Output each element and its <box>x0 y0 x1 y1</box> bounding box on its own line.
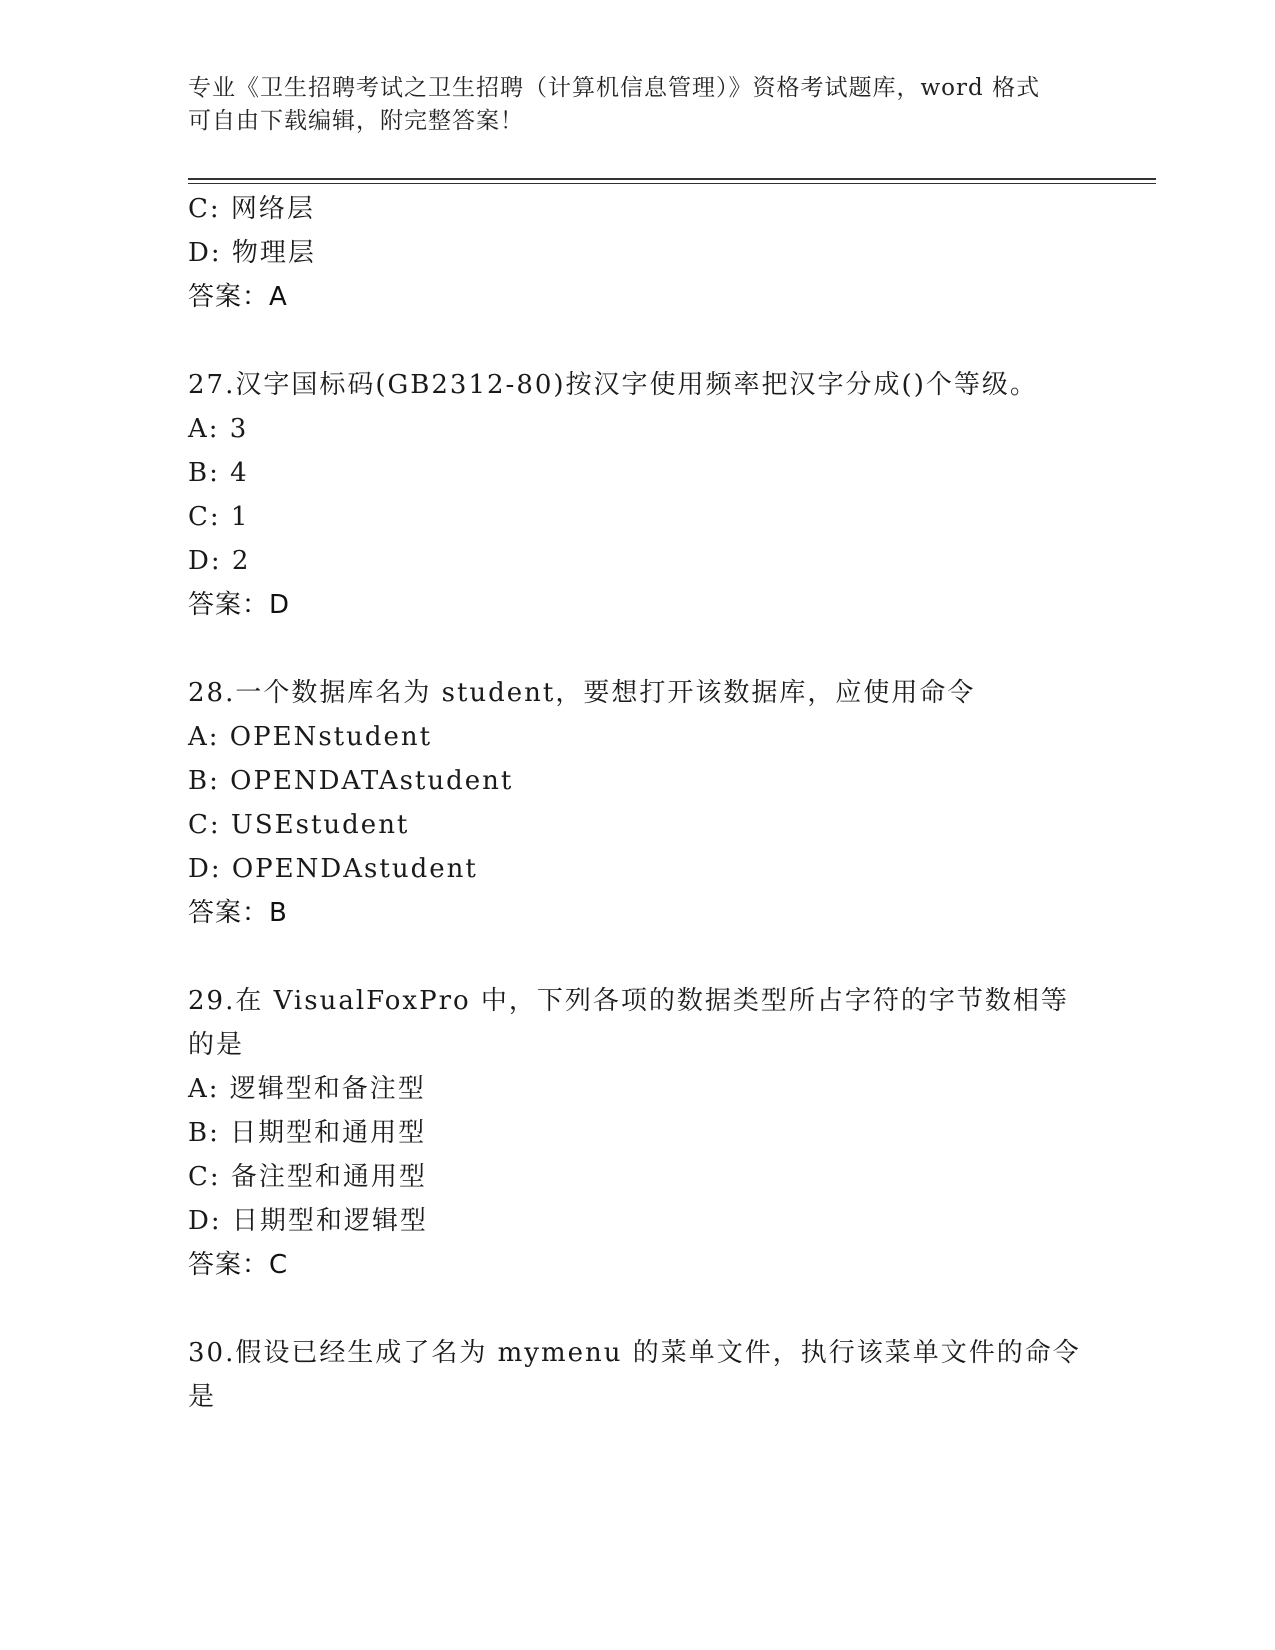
document-header <box>188 72 1088 138</box>
option-b: B: 4 <box>188 458 249 488</box>
question-stem: 27.汉字国标码(GB2312-80)按汉字使用频率把汉字分成()个等级。 <box>188 370 1038 400</box>
answer-line: 答案：C <box>188 1250 289 1280</box>
option-c: C: 网络层 <box>188 194 315 224</box>
option-c: C: 1 <box>188 502 250 532</box>
question-stem: 29.在 VisualFoxPro 中，下列各项的数据类型所占字符的字节数相等 <box>188 986 1069 1016</box>
option-c: C: USEstudent <box>188 810 410 840</box>
question-stem-continued: 的是 <box>188 1030 245 1060</box>
header-line-1: 专业《卫生招聘考试之卫生招聘（计算机信息管理）》资格考试题库，word 格式 <box>188 75 1041 101</box>
question-stem-continued: 是 <box>188 1382 217 1412</box>
header-divider-thick <box>188 178 1156 180</box>
header-line-2: 可自由下载编辑，附完整答案！ <box>188 108 524 134</box>
question-stem: 28.一个数据库名为 student，要想打开该数据库，应使用命令 <box>188 678 976 708</box>
option-d: D: 物理层 <box>188 238 316 268</box>
option-c: C: 备注型和通用型 <box>188 1162 427 1192</box>
answer-line: 答案：B <box>188 898 288 928</box>
option-d: D: 日期型和逻辑型 <box>188 1206 428 1236</box>
answer-line: 答案：D <box>188 590 291 620</box>
option-a: A: 3 <box>188 414 249 444</box>
question-stem: 30.假设已经生成了名为 mymenu 的菜单文件，执行该菜单文件的命令 <box>188 1338 1081 1368</box>
header-divider-thin <box>188 183 1156 184</box>
option-a: A: OPENstudent <box>188 722 433 752</box>
option-d: D: 2 <box>188 546 251 576</box>
answer-line: 答案：A <box>188 282 288 312</box>
option-b: B: 日期型和通用型 <box>188 1118 427 1148</box>
option-b: B: OPENDATAstudent <box>188 766 514 796</box>
option-d: D: OPENDAstudent <box>188 854 478 884</box>
option-a: A: 逻辑型和备注型 <box>188 1074 426 1104</box>
